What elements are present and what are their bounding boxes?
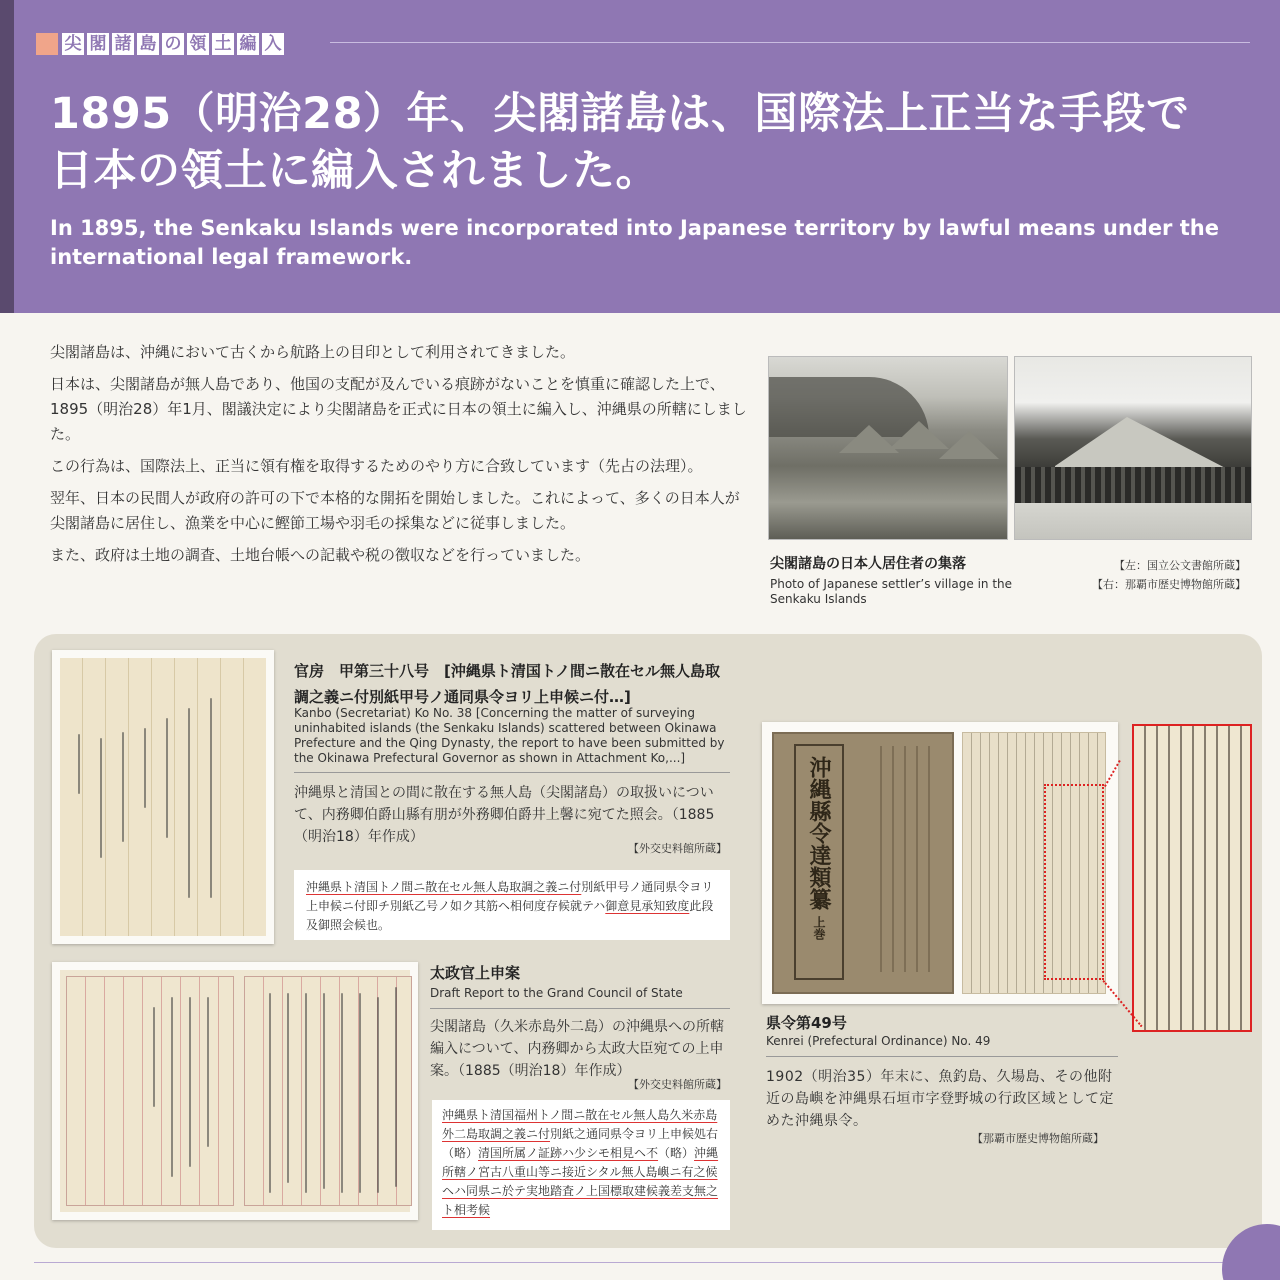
hut-roof	[939, 431, 999, 459]
kanbo-credit: 【外交史料館所蔵】	[628, 842, 727, 855]
kanbo-title: 官房 甲第三十八号 [沖縄県ト清国トノ間ニ散在セル無人島取調之義ニ付別紙甲号ノ通同県令ヨリ上申候ニ付…]	[294, 662, 720, 706]
crowd-shape	[1015, 467, 1252, 503]
kenrei-title: 県令第49号	[766, 1014, 847, 1032]
handwriting-stroke	[305, 993, 307, 1193]
kanbo-description: 沖縄県と清国との間に散在する無人島（尖閣諸島）の取扱いについて、内務卿伯爵山縣有朋が外務卿伯爵井上馨に宛てた照会。（1885（明治18）年作成）	[294, 785, 715, 845]
header-banner	[0, 0, 1280, 313]
handwriting-stroke	[122, 732, 124, 842]
dajokan-title: 太政官上申案	[430, 964, 521, 982]
handwriting-stroke	[341, 993, 343, 1193]
handwriting-stroke	[78, 734, 80, 794]
book-title-label	[794, 744, 844, 980]
quote-text: 此段及御照会候也。	[306, 899, 714, 932]
handwriting-stroke	[210, 698, 212, 898]
tag-char: 土	[212, 33, 234, 55]
tag-char: の	[162, 33, 184, 55]
photo-caption	[770, 553, 1030, 607]
section-tag	[36, 32, 287, 56]
quote-underlined: 清国所属ノ証跡ハ少シモ相見ヘ不	[478, 1146, 659, 1160]
document-page-right	[244, 976, 412, 1206]
page-title	[50, 86, 1250, 200]
kanbo-quote	[294, 870, 730, 940]
quote-text: 別紙之通同県令ヨリ上申候処右（略）	[442, 1127, 719, 1160]
tag-divider	[330, 42, 1250, 43]
tag-char: 領	[187, 33, 209, 55]
intro-text	[50, 340, 750, 580]
tag-char: 閣	[87, 33, 109, 55]
divider	[766, 1056, 1118, 1057]
handwriting-stroke	[377, 997, 379, 1193]
village-photo-right	[1014, 356, 1252, 540]
title-line-1: 1895（明治28）年、尖閣諸島は、国際法上正当な手段で	[50, 89, 1190, 139]
book-cover-text	[870, 746, 940, 972]
book-volume: 上巻	[812, 916, 826, 940]
intro-paragraph: 翌年、日本の民間人が政府の許可の下で本格的な開拓を開始しました。これによって、多くの日本人が尖閣諸島に居住し、漁業を中心に鰹節工場や羽毛の採集などに従事しました。	[50, 489, 740, 532]
tag-char: 諸	[112, 33, 134, 55]
divider	[430, 1008, 730, 1009]
kanbo-document-image	[52, 650, 274, 944]
photo-credit-right: 【右：那覇市歴史博物館所蔵】	[1092, 578, 1246, 591]
village-photo-left	[768, 356, 1008, 540]
kenrei-credit: 【那覇市歴史博物館所蔵】	[972, 1132, 1104, 1145]
handwriting-stroke	[323, 993, 325, 1189]
kenrei-english: Kenrei (Prefectural Ordinance) No. 49	[766, 1034, 991, 1048]
photo-caption-jp: 尖閣諸島の日本人居住者の集落	[770, 556, 966, 572]
header-accent-bar	[0, 0, 14, 313]
tag-square-icon	[36, 33, 58, 55]
photo-credit	[1092, 556, 1246, 594]
handwriting-stroke	[269, 993, 271, 1193]
quote-text: （略）	[658, 1146, 695, 1160]
footer-divider	[34, 1262, 1224, 1263]
book-title: 沖縄縣令達類纂	[806, 756, 832, 910]
divider	[294, 772, 730, 773]
kenrei-book-cover	[772, 732, 954, 994]
quote-text: 別紙甲号ノ通同県令ヨリ上申候ニ付即チ別紙乙号ノ如ク其筋ヘ相伺度存候就テハ	[306, 880, 714, 913]
quote-underlined: 御意見承知致度	[605, 899, 690, 913]
intro-paragraph: また、政府は土地の調査、土地台帳への記載や税の徴収などを行っていました。	[50, 546, 591, 564]
tag-char: 尖	[62, 33, 84, 55]
dajokan-document-image	[52, 962, 418, 1220]
handwriting-stroke	[144, 728, 146, 808]
kenrei-description: 1902（明治35）年末に、魚釣島、久場島、その他附近の島嶼を沖縄県石垣市字登野城の行政区域として定めた沖縄県令。	[766, 1069, 1114, 1129]
handwriting-stroke	[166, 718, 168, 838]
tag-char: 編	[237, 33, 259, 55]
photo-credit-left: 【左：国立公文書館所蔵】	[1114, 559, 1246, 572]
handwriting-stroke	[395, 987, 397, 1187]
intro-paragraph: この行為は、国際法上、正当に領有権を取得するためのやり方に合致しています（先占の法理）。	[50, 457, 703, 475]
dajokan-quote	[432, 1100, 730, 1230]
quote-underlined: 沖縄県ト清国福州トノ間ニ散在セル無人島久米赤島外二島取調之義ニ付	[442, 1108, 718, 1141]
title-line-2: 日本の領土に編入されました。	[50, 146, 659, 196]
dajokan-english: Draft Report to the Grand Council of State	[430, 986, 683, 1000]
quote-underlined: 沖縄県ト清国トノ間ニ散在セル無人島取調之義ニ付	[306, 880, 582, 894]
dajokan-credit: 【外交史料館所蔵】	[628, 1078, 727, 1091]
photo-caption-en: Photo of Japanese settler’s village in the Senkaku Islands	[770, 577, 1013, 606]
zoomed-excerpt	[1132, 724, 1252, 1032]
english-title: In 1895, the Senkaku Islands were incorporated into Japanese territory by lawful means under the international legal framework.	[50, 216, 1219, 269]
intro-paragraph: 日本は、尖閣諸島が無人島であり、他国の支配が及んでいる痕跡がないことを慎重に確認した上で、1895（明治28）年1月、閣議決定により尖閣諸島を正式に日本の領土に編入し、沖縄県の所轄にしました。	[50, 375, 747, 443]
handwriting-stroke	[287, 993, 289, 1183]
intro-paragraph: 尖閣諸島は、沖縄において古くから航路上の目印として利用されてきました。	[50, 343, 576, 361]
hill-shape	[769, 377, 929, 437]
tag-char: 入	[262, 33, 284, 55]
kanbo-english: Kanbo (Secretariat) Ko No. 38 [Concerning the matter of surveying uninhabited islands (the Senkaku Islands) scattered between Okinawa Prefecture and the Qing Dynasty, the report to have been submitted by the Okinawa Prefectural Governor as shown in Attachment Ko,...]	[294, 706, 725, 765]
handwriting-stroke	[153, 1007, 155, 1107]
handwriting-stroke	[171, 997, 173, 1177]
handwriting-stroke	[100, 738, 102, 858]
handwriting-stroke	[359, 993, 361, 1193]
document-page-left	[66, 976, 234, 1206]
highlight-box	[1044, 784, 1104, 980]
quote-underlined: 沖縄所轄ノ宮古八重山等ニ接近シタル無人島嶼ニ有之候ヘハ同県ニ於テ実地踏査ノ上国標取建候義差支無之ト相考候	[442, 1146, 719, 1217]
handwriting-stroke	[207, 997, 209, 1147]
handwriting-stroke	[188, 708, 190, 898]
handwriting-stroke	[189, 997, 191, 1167]
tag-char: 島	[137, 33, 159, 55]
dajokan-description: 尖閣諸島（久米赤島外二島）の沖縄県への所轄編入について、内務卿から太政大臣宛ての上申案。（1885（明治18）年作成）	[430, 1019, 724, 1079]
